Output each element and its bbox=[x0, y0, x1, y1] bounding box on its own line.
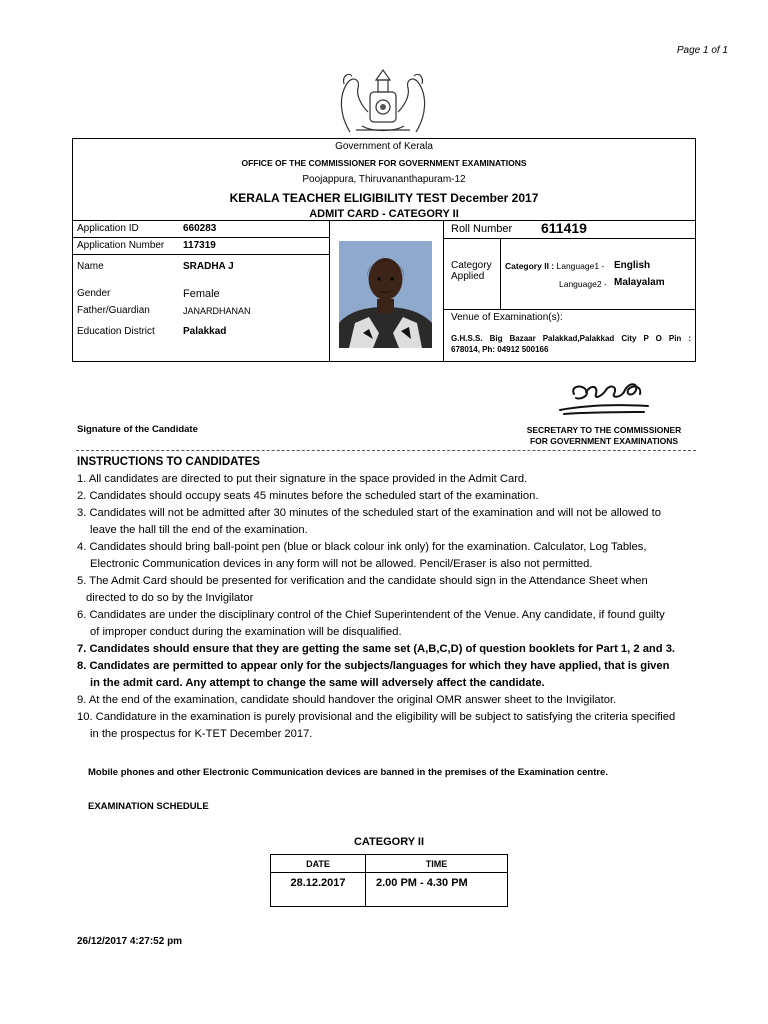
application-id-value: 660283 bbox=[183, 223, 217, 234]
category-label-1: Category bbox=[451, 260, 492, 271]
language1-label: Language1 - bbox=[556, 261, 605, 271]
schedule-date: 28.12.2017 bbox=[271, 873, 366, 907]
guardian-value: JANARDHANAN bbox=[183, 306, 251, 316]
secretary-signature bbox=[552, 376, 662, 418]
instruction-line: directed to do so by the Invigilator bbox=[86, 592, 254, 604]
name-value: SRADHA J bbox=[183, 261, 234, 272]
instruction-line: leave the hall till the end of the examination. bbox=[90, 524, 308, 536]
government-title: Government of Kerala bbox=[335, 141, 433, 152]
gender-value: Female bbox=[183, 288, 220, 300]
instruction-line: 4. Candidates should bring ball-point pen (blue or black colour ink only) for the examination. Calculator, Log Tables, bbox=[77, 541, 647, 553]
venue-line-2: 678014, Ph: 04912 500166 bbox=[451, 345, 549, 354]
office-title: OFFICE OF THE COMMISSIONER FOR GOVERNMENT EXAMINATIONS bbox=[241, 158, 527, 168]
time-header: TIME bbox=[366, 855, 508, 873]
instruction-line: 9. At the end of the examination, candidate should handover the original OMR answer sheet to the Invigilator. bbox=[77, 694, 617, 706]
application-id-label: Application ID bbox=[77, 223, 139, 234]
instruction-line: in the prospectus for K-TET December 2017. bbox=[90, 728, 313, 740]
application-number-label: Application Number bbox=[77, 240, 165, 251]
name-label: Name bbox=[77, 261, 104, 272]
instruction-line: 1. All candidates are directed to put their signature in the space provided in the Admit Card. bbox=[77, 473, 528, 485]
gender-label: Gender bbox=[77, 288, 111, 299]
district-label: Education District bbox=[77, 326, 155, 337]
roll-number-label: Roll Number bbox=[451, 223, 513, 235]
instruction-line: of improper conduct during the examination will be disqualified. bbox=[90, 626, 402, 638]
instruction-line: 2. Candidates should occupy seats 45 minutes before the scheduled start of the examination. bbox=[77, 490, 539, 502]
page-number: Page 1 of 1 bbox=[676, 45, 728, 56]
venue-label: Venue of Examination(s): bbox=[451, 312, 563, 323]
instructions-list bbox=[77, 471, 707, 743]
instruction-line: 3. Candidates will not be admitted after 30 minutes of the scheduled start of the examination and will not be allowed to bbox=[77, 507, 661, 519]
instruction-line: Electronic Communication devices in any form will not be allowed. Pencil/Eraser is also not permitted. bbox=[90, 558, 593, 570]
category-prefix: Category II : bbox=[505, 261, 555, 271]
schedule-time: 2.00 PM - 4.30 PM bbox=[366, 873, 508, 907]
separator bbox=[76, 450, 696, 451]
language1-value: English bbox=[614, 260, 651, 271]
instructions-title: INSTRUCTIONS TO CANDIDATES bbox=[77, 456, 260, 468]
instruction-line: 10. Candidature in the examination is purely provisional and the eligibility will be subject to satisfying the criteria specified bbox=[77, 711, 676, 723]
instruction-line: in the admit card. Any attempt to change the same will adversely affect the candidate. bbox=[90, 677, 545, 689]
secretary-title-2: FOR GOVERNMENT EXAMINATIONS bbox=[529, 436, 679, 446]
venue-line-1: G.H.S.S. Big Bazaar Palakkad,Palakkad City P O Pin : bbox=[451, 334, 691, 343]
schedule-category: CATEGORY II bbox=[353, 836, 425, 848]
office-address: Poojappura, Thiruvananthapuram-12 bbox=[302, 174, 466, 185]
exam-title: KERALA TEACHER ELIGIBILITY TEST December 2017 bbox=[229, 191, 539, 205]
mobile-notice: Mobile phones and other Electronic Communication devices are banned in the premises of the Examination centre. bbox=[88, 767, 608, 778]
kerala-emblem-icon bbox=[332, 66, 434, 138]
category-label-2: Applied bbox=[451, 271, 485, 282]
language2-value: Malayalam bbox=[614, 277, 665, 288]
secretary-title-1: SECRETARY TO THE COMMISSIONER bbox=[526, 425, 682, 435]
application-number-value: 117319 bbox=[183, 240, 216, 251]
candidate-signature-label: Signature of the Candidate bbox=[77, 424, 198, 435]
guardian-label: Father/Guardian bbox=[77, 305, 150, 316]
language2-label: Language2 - bbox=[559, 279, 607, 289]
date-header: DATE bbox=[271, 855, 366, 873]
print-timestamp: 26/12/2017 4:27:52 pm bbox=[77, 936, 183, 947]
instruction-line: 8. Candidates are permitted to appear only for the subjects/languages for which they have applied, that is given bbox=[77, 660, 670, 672]
instruction-line: 5. The Admit Card should be presented for verification and the candidate should sign in the Attendance Sheet when bbox=[77, 575, 648, 587]
district-value: Palakkad bbox=[183, 326, 227, 337]
admit-card-title: ADMIT CARD - CATEGORY II bbox=[309, 208, 459, 220]
instruction-line: 6. Candidates are under the disciplinary control of the Chief Superintendent of the Venue. Any candidate, if found guilty bbox=[77, 609, 665, 621]
schedule-table bbox=[270, 854, 508, 907]
roll-number-value: 611419 bbox=[541, 220, 587, 236]
instruction-line: 7. Candidates should ensure that they are getting the same set (A,B,C,D) of question booklets for Part 1, 2 and 3. bbox=[77, 643, 676, 655]
schedule-heading: EXAMINATION SCHEDULE bbox=[88, 801, 209, 812]
candidate-photo bbox=[339, 241, 432, 348]
